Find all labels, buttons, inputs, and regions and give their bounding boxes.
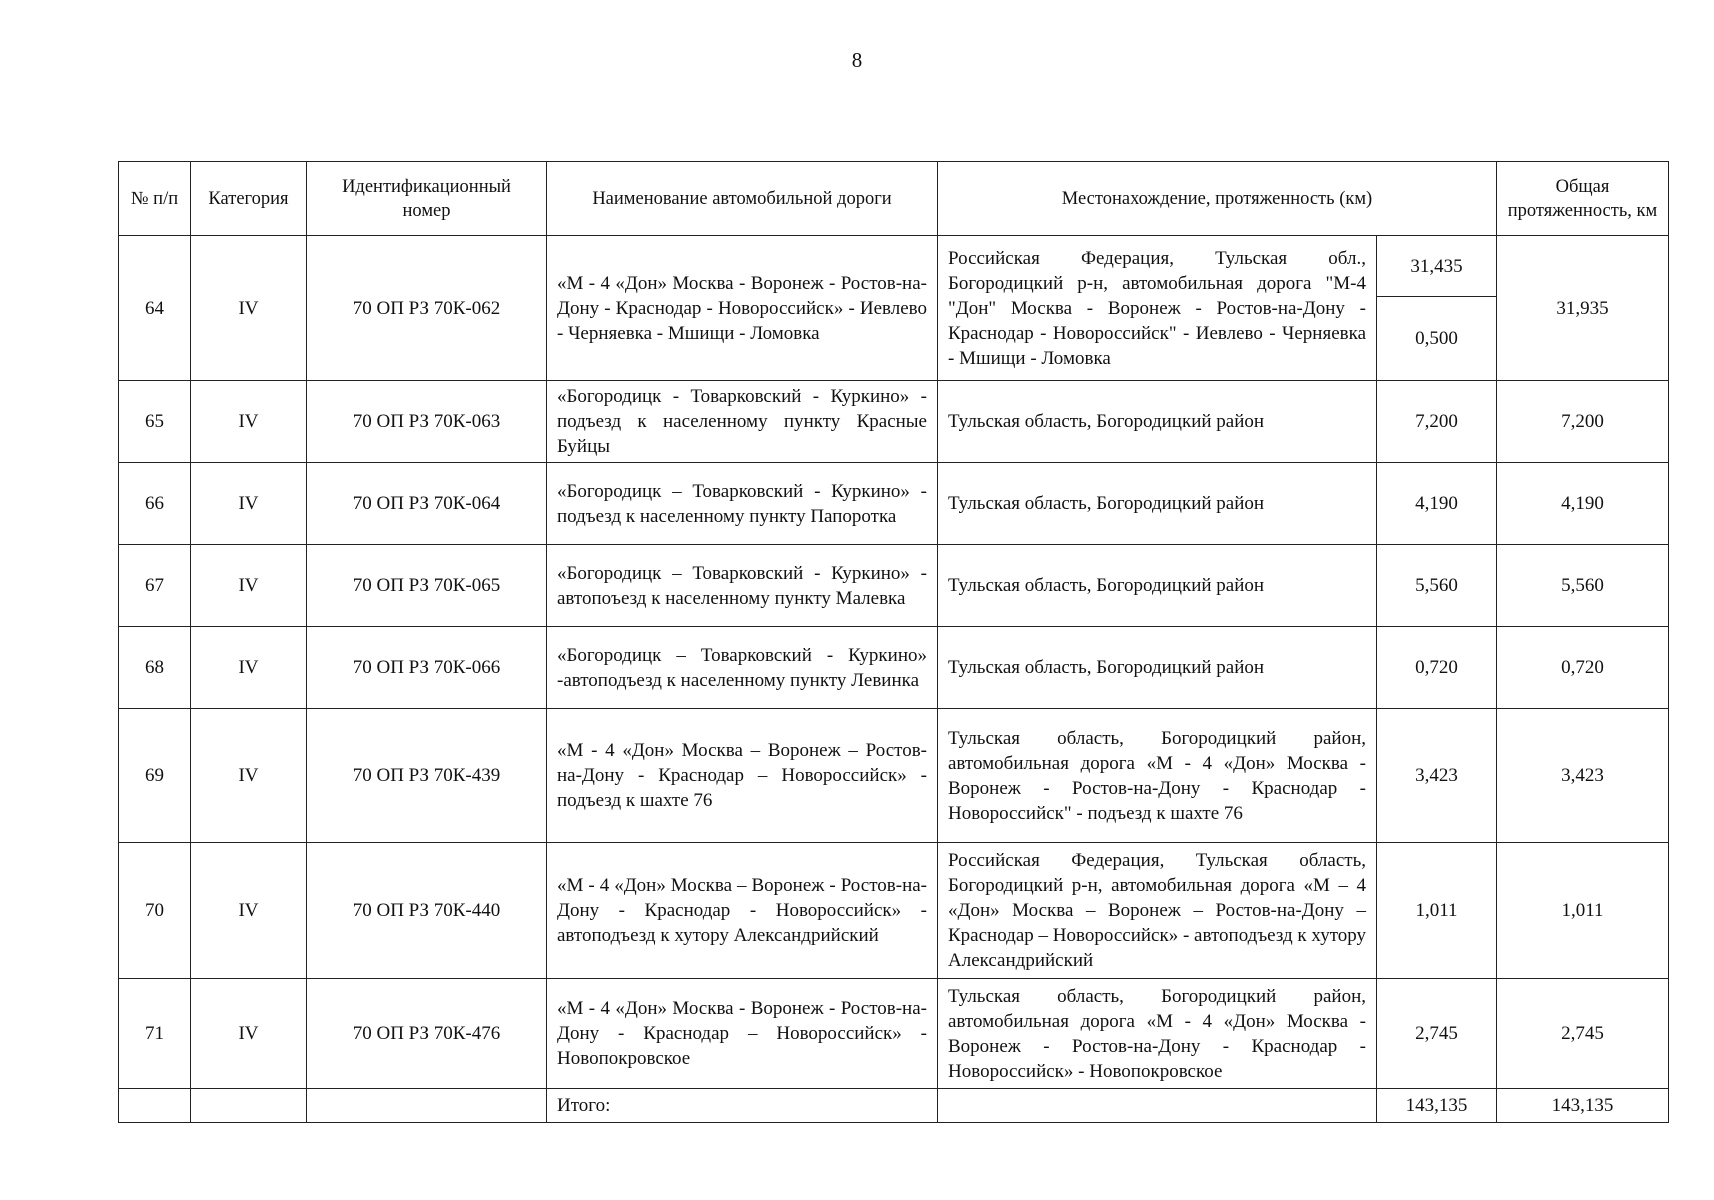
row-id: 70 ОП РЗ 70К-062 [307,236,547,381]
header-total: Общая протяженность, км [1497,162,1669,236]
totals-total: 143,135 [1497,1089,1669,1123]
row-total: 0,720 [1497,627,1669,709]
table-row [119,236,1669,297]
row-category: IV [191,545,307,627]
row-num: 70 [119,843,191,979]
row-name: «Богородицк – Товарковский - Куркино» - автопоъезд к населенному пункту Малевка [547,545,938,627]
row-length: 7,200 [1377,381,1497,463]
table-header-row [119,162,1669,236]
totals-row [119,1089,1669,1123]
row-name: «М - 4 «Дон» Москва - Воронеж - Ростов-на-Дону - Краснодар - Новороссийск» - Иевлево - Черняевка - Мшищи - Ломовка [547,236,938,381]
table-row [119,381,1669,463]
row-id: 70 ОП РЗ 70К-476 [307,979,547,1089]
row-num: 65 [119,381,191,463]
row-category: IV [191,709,307,843]
row-location: Тульская область, Богородицкий район [938,463,1377,545]
row-id: 70 ОП РЗ 70К-066 [307,627,547,709]
totals-empty-cell [307,1089,547,1123]
row-total: 5,560 [1497,545,1669,627]
row-category: IV [191,463,307,545]
row-id: 70 ОП РЗ 70К-440 [307,843,547,979]
totals-empty-cell [938,1089,1377,1123]
row-id: 70 ОП РЗ 70К-439 [307,709,547,843]
row-category: IV [191,843,307,979]
row-id: 70 ОП РЗ 70К-064 [307,463,547,545]
row-name: «М - 4 «Дон» Москва - Воронеж - Ростов-на-Дону - Краснодар – Новороссийск» - Новопокровское [547,979,938,1089]
row-location: Тульская область, Богородицкий район, автомобильная дорога «М - 4 «Дон» Москва - Воронеж - Ростов-на-Дону - Краснодар - Новороссийск» - Новопокровское [938,979,1377,1089]
header-category: Категория [191,162,307,236]
roads-table [118,161,1669,1123]
row-num: 69 [119,709,191,843]
table-row [119,463,1669,545]
row-name: «М - 4 «Дон» Москва – Воронеж - Ростов-на-Дону - Краснодар - Новороссийск» - автоподъезд к хутору Александрийский [547,843,938,979]
header-location: Местонахождение, протяженность (км) [938,162,1497,236]
totals-empty-cell [191,1089,307,1123]
table-row [119,709,1669,843]
row-num: 71 [119,979,191,1089]
row-total: 3,423 [1497,709,1669,843]
row-length: 2,745 [1377,979,1497,1089]
row-num: 64 [119,236,191,381]
row-location: Российская Федерация, Тульская область, Богородицкий р-н, автомобильная дорога «М – 4 «Дон» Москва – Воронеж – Ростов-на-Дону – Краснодар – Новороссийск» - автоподъезд к хутору Александрийский [938,843,1377,979]
row-name: «М - 4 «Дон» Москва – Воронеж – Ростов-на-Дону - Краснодар – Новороссийск» - подъезд к шахте 76 [547,709,938,843]
totals-length: 143,135 [1377,1089,1497,1123]
row-length: 1,011 [1377,843,1497,979]
row-num: 67 [119,545,191,627]
table-row [119,843,1669,979]
row-total: 2,745 [1497,979,1669,1089]
row-category: IV [191,381,307,463]
row-length-2: 0,500 [1377,297,1497,381]
row-total: 7,200 [1497,381,1669,463]
row-length: 0,720 [1377,627,1497,709]
table-row [119,979,1669,1089]
row-length: 4,190 [1377,463,1497,545]
table-row [119,545,1669,627]
row-location: Тульская область, Богородицкий район, автомобильная дорога «М - 4 «Дон» Москва - Воронеж - Ростов-на-Дону - Краснодар - Новороссийск" - подъезд к шахте 76 [938,709,1377,843]
totals-empty-cell [119,1089,191,1123]
row-location: Тульская область, Богородицкий район [938,545,1377,627]
page-number: 8 [851,48,863,72]
row-length-1: 31,435 [1377,236,1497,297]
row-total: 1,011 [1497,843,1669,979]
row-id: 70 ОП РЗ 70К-065 [307,545,547,627]
row-category: IV [191,236,307,381]
row-total: 4,190 [1497,463,1669,545]
row-name: «Богородицк – Товарковский - Куркино» - подъезд к населенному пункту Папоротка [547,463,938,545]
row-category: IV [191,627,307,709]
row-category: IV [191,979,307,1089]
row-name: «Богородицк – Товарковский - Куркино» -автоподъезд к населенному пункту Левинка [547,627,938,709]
row-num: 68 [119,627,191,709]
row-id: 70 ОП РЗ 70К-063 [307,381,547,463]
table-row [119,627,1669,709]
row-name: «Богородицк - Товарковский - Куркино» - подъезд к населенному пункту Красные Буйцы [547,381,938,463]
totals-label: Итого: [547,1089,938,1123]
header-num: № п/п [119,162,191,236]
row-num: 66 [119,463,191,545]
row-length: 3,423 [1377,709,1497,843]
header-name: Наименование автомобильной дороги [547,162,938,236]
row-length: 5,560 [1377,545,1497,627]
header-id: Идентификационный номер [307,162,547,236]
row-total: 31,935 [1497,236,1669,381]
row-location: Тульская область, Богородицкий район [938,381,1377,463]
row-location: Тульская область, Богородицкий район [938,627,1377,709]
row-location: Российская Федерация, Тульская обл., Богородицкий р-н, автомобильная дорога "М-4 "Дон" Москва - Воронеж - Ростов-на-Дону - Краснодар - Новороссийск" - Иевлево - Черняевка - Мшищи - Ломовка [938,236,1377,381]
